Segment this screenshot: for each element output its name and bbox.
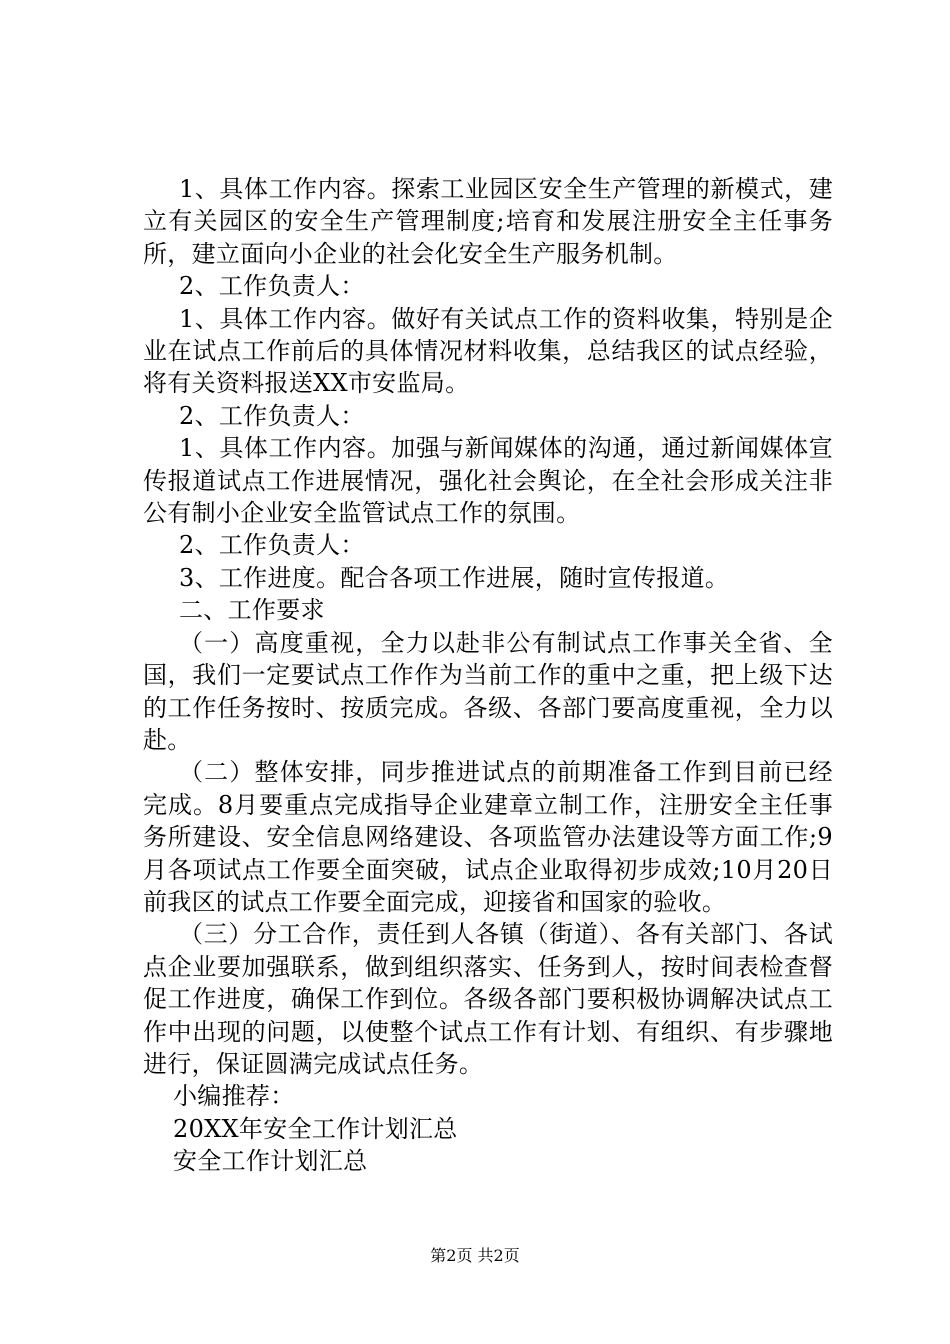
paragraph-1: 1、具体工作内容。探索工业园区安全生产管理的新模式，建立有关园区的安全生产管理制度;培育和发展注册安全主任事务所，建立面向小企业的社会化安全生产服务机制。 [143, 175, 833, 268]
recommend-link-1[interactable]: 20XX年安全工作计划汇总 [173, 1114, 458, 1143]
paragraph-requirement-1: （一）高度重视，全力以赴非公有制试点工作事关全省、全国，我们一定要试点工作作为当前工作的重中之重，把上级下达的工作任务按时、按质完成。各级、各部门要高度重视，全力以赴。 [143, 628, 833, 754]
page-number-footer: 第2页 共2页 [430, 1246, 520, 1265]
paragraph-2: 2、工作负责人： [179, 272, 365, 301]
section-heading-requirements: 二、工作要求 [179, 596, 325, 625]
paragraph-4: 2、工作负责人： [179, 401, 365, 430]
paragraph-6: 2、工作负责人： [179, 531, 365, 560]
recommend-label: 小编推荐： [173, 1082, 295, 1111]
paragraph-requirement-2: （二）整体安排，同步推进试点的前期准备工作到目前已经完成。8月要重点完成指导企业建章立制工作，注册安全主任事务所建设、安全信息网络建设、各项监管办法建设等方面工作;9月各项试点工作要全面突破，试点企业取得初步成效;10月20日前我区的试点工作要全面完成，迎接省和国家的验收。 [143, 758, 833, 916]
paragraph-7: 3、工作进度。配合各项工作进展，随时宣传报道。 [179, 563, 730, 592]
recommend-link-2[interactable]: 安全工作计划汇总 [173, 1147, 368, 1176]
paragraph-5: 1、具体工作内容。加强与新闻媒体的沟通，通过新闻媒体宣传报道试点工作进展情况，强化社会舆论，在全社会形成关注非公有制小企业安全监管试点工作的氛围。 [143, 434, 833, 528]
paragraph-requirement-3: （三）分工合作，责任到人各镇（街道）、各有关部门、各试点企业要加强联系，做到组织落实、任务到人，按时间表检查督促工作进度，确保工作到位。各级各部门要积极协调解决试点工作中出现的问题，以使整个试点工作有计划、有组织、有步骤地进行，保证圆满完成试点任务。 [143, 920, 833, 1078]
paragraph-3: 1、具体工作内容。做好有关试点工作的资料收集，特别是企业在试点工作前后的具体情况材料收集，总结我区的试点经验，将有关资料报送XX市安监局。 [143, 304, 833, 398]
document-body [143, 173, 833, 1178]
